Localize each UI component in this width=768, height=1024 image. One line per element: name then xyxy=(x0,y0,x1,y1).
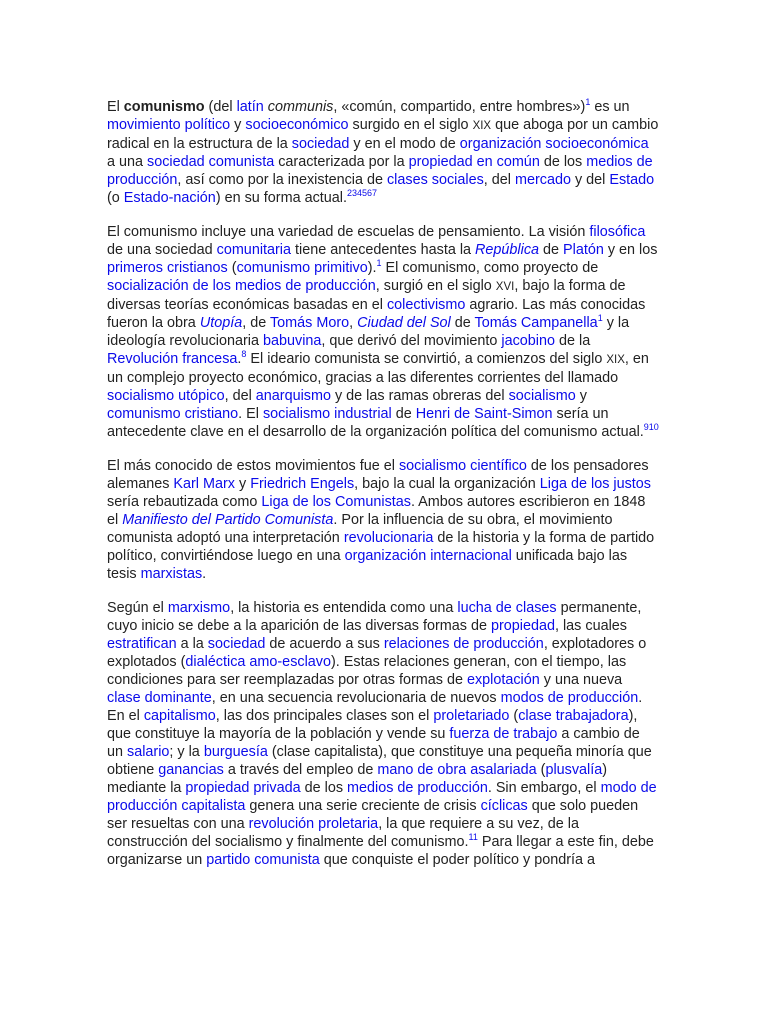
reference-link[interactable]: 11 xyxy=(468,832,478,843)
wiki-link[interactable]: modo de producción capitalista xyxy=(107,780,657,814)
wiki-link[interactable]: babuvina xyxy=(263,333,322,349)
text-run: y xyxy=(230,117,246,133)
wiki-link[interactable]: clase dominante xyxy=(107,690,212,706)
text-run: . xyxy=(202,566,207,582)
text-run: tiene antecedentes hasta la xyxy=(291,242,476,258)
text-run: , las cuales xyxy=(554,618,627,634)
text-run: agrario. Las más conocidas fueron la obra xyxy=(107,297,646,331)
wiki-link[interactable]: colectivismo xyxy=(386,297,466,313)
wiki-link[interactable]: burguesía xyxy=(203,744,268,760)
wiki-link[interactable]: estratifican xyxy=(107,636,177,652)
text-run: de acuerdo a sus xyxy=(265,636,384,652)
text-run: a una xyxy=(107,154,148,170)
reference-link[interactable]: 1 xyxy=(585,97,591,108)
italic-text: communis xyxy=(267,99,334,115)
wiki-link[interactable]: partido comunista xyxy=(206,852,320,868)
text-run: de xyxy=(539,242,564,258)
text-run: y xyxy=(575,388,587,404)
text-run: unificada bajo las tesis xyxy=(107,548,628,582)
text-run: permanente, cuyo inicio se debe a la aparición de las diversas formas de xyxy=(107,600,642,634)
text-run: , xyxy=(349,315,358,331)
text-run: ; y la xyxy=(169,744,204,760)
text-run: a la xyxy=(176,636,208,652)
wiki-link[interactable]: Henri de Saint-Simon xyxy=(415,406,553,422)
wiki-link[interactable]: revolucionaria xyxy=(343,530,434,546)
wiki-link[interactable]: anarquismo xyxy=(255,388,331,404)
text-run: (clase capitalista), que constituye una pequeña minoría que obtiene xyxy=(107,744,652,778)
wiki-link[interactable]: socialismo utópico xyxy=(107,388,225,404)
reference-link[interactable]: 1 xyxy=(597,313,603,324)
wiki-link[interactable]: Friedrich Engels xyxy=(250,476,355,492)
wiki-link[interactable]: Platón xyxy=(563,242,604,258)
bold-term: comunismo xyxy=(123,99,205,115)
text-run: , «común, compartido, entre hombres») xyxy=(333,99,586,115)
text-run: . Por la influencia de su obra, el movimiento comunista adoptó una interpretación xyxy=(107,512,613,546)
wiki-link[interactable]: socialismo industrial xyxy=(262,406,392,422)
wiki-link[interactable]: Liga de los justos xyxy=(539,476,651,492)
wiki-link[interactable]: sociedad comunista xyxy=(147,154,275,170)
text-run: ) mediante la xyxy=(107,762,608,796)
wiki-link[interactable]: plusvalía xyxy=(545,762,603,778)
wiki-link[interactable]: Tomás Moro xyxy=(269,315,350,331)
text-run: a través del empleo de xyxy=(223,762,378,778)
wiki-link[interactable]: explotación xyxy=(466,672,540,688)
reference-link[interactable]: 910 xyxy=(643,422,659,433)
reference-link[interactable]: 234567 xyxy=(347,188,378,199)
wiki-link[interactable]: cíclicas xyxy=(480,798,528,814)
wiki-link[interactable]: socialización de los medios de producción xyxy=(107,278,376,294)
text-run: de los pensadores alemanes xyxy=(107,458,649,492)
text-run: de xyxy=(450,315,475,331)
text-run: (o xyxy=(107,190,124,206)
wiki-link[interactable]: organización internacional xyxy=(344,548,512,564)
text-run: , del xyxy=(483,172,515,188)
text-run: y en los xyxy=(603,242,658,258)
wiki-link[interactable]: medios de producción xyxy=(107,154,653,188)
wiki-link[interactable]: marxismo xyxy=(167,600,231,616)
wiki-link[interactable]: mercado xyxy=(514,172,571,188)
text-run: , así como por la inexistencia de xyxy=(177,172,387,188)
text-run: de una sociedad xyxy=(107,242,217,258)
wiki-link[interactable]: marxistas xyxy=(140,566,203,582)
wiki-link[interactable]: comunitaria xyxy=(216,242,292,258)
text-run: y de las ramas obreras del xyxy=(330,388,509,404)
wiki-link[interactable]: primeros cristianos xyxy=(107,260,228,276)
text-run: , las dos principales clases son el xyxy=(215,708,434,724)
wiki-link[interactable]: movimiento político xyxy=(107,117,231,133)
text-run: , en un complejo proyecto económico, gracias a las diferentes corrientes del llamado xyxy=(107,351,649,386)
text-run: , la que requiere a su vez, de la construcción del socialismo y finalmente del comunismo. xyxy=(107,816,579,850)
century-numeral: XVI xyxy=(495,281,515,293)
paragraph xyxy=(107,457,659,583)
wiki-link[interactable]: relaciones de producción xyxy=(383,636,544,652)
wiki-link[interactable]: capitalismo xyxy=(143,708,216,724)
text-run: , la historia es entendida como una xyxy=(230,600,458,616)
text-run: que aboga por un cambio radical en la estructura de la xyxy=(107,117,659,152)
wiki-link[interactable]: socialismo científico xyxy=(398,458,527,474)
wiki-link[interactable]: clase trabajadora xyxy=(518,708,629,724)
wiki-link[interactable]: proletariado xyxy=(433,708,510,724)
text-run: , que derivó del movimiento xyxy=(321,333,502,349)
wiki-link[interactable]: organización socioeconómica xyxy=(459,136,649,152)
wiki-link[interactable]: latín xyxy=(236,99,264,115)
text-run: de la xyxy=(555,333,591,349)
text-run: El comunismo incluye una variedad de escuelas de pensamiento. La visión xyxy=(107,224,590,240)
text-run: . Ambos autores escribieron en 1848 el xyxy=(107,494,646,528)
wiki-link[interactable]: fuerza de trabajo xyxy=(449,726,558,742)
text-run: . El xyxy=(238,406,263,422)
wiki-link[interactable]: lucha de clases xyxy=(457,600,557,616)
wiki-link[interactable]: comunismo primitivo xyxy=(236,260,368,276)
wiki-link[interactable]: socialismo xyxy=(508,388,576,404)
text-run: , explotadores o explotados ( xyxy=(107,636,647,670)
century-numeral: XIX xyxy=(606,354,625,366)
text-run: , bajo la cual la organización xyxy=(354,476,540,492)
text-run: El ideario comunista se convirtió, a comienzos del siglo xyxy=(246,351,607,367)
text-run: y la ideología revolucionaria xyxy=(107,315,630,349)
paragraph xyxy=(107,98,659,207)
wiki-link[interactable]: mano de obra asalariada xyxy=(377,762,537,778)
wiki-link[interactable]: Ciudad del Sol xyxy=(357,315,451,331)
text-run: surgido en el siglo xyxy=(348,117,473,133)
text-run: ), que constituye la mayoría de la población y vende su xyxy=(107,708,638,742)
text-run: y una nueva xyxy=(539,672,623,688)
text-run: El xyxy=(107,99,124,115)
wiki-link[interactable]: socioeconómico xyxy=(245,117,349,133)
text-run: El comunismo, como proyecto de xyxy=(381,260,599,276)
wiki-link[interactable]: jacobino xyxy=(501,333,556,349)
text-run: , bajo la forma de diversas teorías económicas basadas en el xyxy=(107,278,626,313)
text-run: y xyxy=(234,476,251,492)
reference-link[interactable]: 8 xyxy=(241,349,247,360)
text-run: ). xyxy=(367,260,377,276)
wiki-link[interactable]: sociedad xyxy=(207,636,266,652)
text-run: , de xyxy=(242,315,270,331)
wiki-link[interactable]: medios de producción xyxy=(347,780,488,796)
wiki-link[interactable]: Tomás Campanella xyxy=(474,315,598,331)
wiki-link[interactable]: Estado xyxy=(609,172,655,188)
reference-link[interactable]: 1 xyxy=(376,258,382,269)
text-run: y en el modo de xyxy=(349,136,460,152)
wiki-link[interactable]: sociedad xyxy=(291,136,350,152)
wiki-link[interactable]: Karl Marx xyxy=(173,476,235,492)
wiki-link[interactable]: propiedad privada xyxy=(185,780,301,796)
wiki-link[interactable]: revolución proletaria xyxy=(248,816,379,832)
wiki-link[interactable]: ganancias xyxy=(158,762,224,778)
text-run: Según el xyxy=(107,600,168,616)
wiki-link[interactable]: Estado-nación xyxy=(123,190,216,206)
wiki-link[interactable]: salario xyxy=(127,744,170,760)
text-run: de xyxy=(391,406,416,422)
text-run: . Sin embargo, el xyxy=(487,780,601,796)
text-run: . En el xyxy=(107,690,643,724)
text-run: ( xyxy=(536,762,546,778)
text-run: es un xyxy=(590,99,630,115)
text-run: a cambio de un xyxy=(107,726,640,760)
text-run: . xyxy=(237,351,242,367)
text-run: Para llegar a este fin, debe organizarse un xyxy=(107,834,654,868)
text-run: , del xyxy=(224,388,256,404)
text-run: , en una secuencia revolucionaria de nuevos xyxy=(211,690,501,706)
text-run: ). Estas relaciones generan, con el tiempo, las condiciones para ser reemplazadas por otras formas de xyxy=(107,654,627,688)
text-run: genera una serie creciente de crisis xyxy=(245,798,481,814)
wiki-link[interactable]: propiedad en común xyxy=(408,154,540,170)
article-body xyxy=(107,98,659,869)
text-run: ( xyxy=(509,708,519,724)
text-run: sería un antecedente clave en el desarrollo de la organización política del comunismo actual. xyxy=(107,406,644,440)
text-run: que conquiste el poder político y pondría a xyxy=(319,852,596,868)
wiki-link[interactable]: Manifiesto del Partido Comunista xyxy=(122,512,334,528)
text-run: (del xyxy=(204,99,237,115)
text-run: y del xyxy=(570,172,610,188)
century-numeral: XIX xyxy=(472,120,492,132)
wiki-link[interactable]: Utopía xyxy=(199,315,243,331)
text-run: El más conocido de estos movimientos fue el xyxy=(107,458,399,474)
text-run: ( xyxy=(227,260,237,276)
wiki-link[interactable]: República xyxy=(475,242,540,258)
text-run: sería rebautizada como xyxy=(107,494,262,510)
wiki-link[interactable]: Liga de los Comunistas xyxy=(261,494,411,510)
wiki-link[interactable]: filosófica xyxy=(589,224,646,240)
wiki-link[interactable]: clases sociales xyxy=(386,172,484,188)
wiki-link[interactable]: propiedad xyxy=(490,618,555,634)
text-run: , surgió en el siglo xyxy=(375,278,496,294)
paragraph xyxy=(107,599,659,869)
wiki-link[interactable]: comunismo cristiano xyxy=(107,406,239,422)
text-run: de los xyxy=(300,780,348,796)
text-run: que solo pueden ser resueltas con una xyxy=(107,798,639,832)
wiki-link[interactable]: modos de producción xyxy=(500,690,639,706)
text-run: ) en su forma actual. xyxy=(215,190,347,206)
paragraph xyxy=(107,223,659,441)
text-run: de los xyxy=(539,154,587,170)
text-run: caracterizada por la xyxy=(274,154,409,170)
text-run: de la historia y la forma de partido político, convirtiéndose luego en una xyxy=(107,530,655,564)
wiki-link[interactable]: Revolución francesa xyxy=(107,351,238,367)
wiki-link[interactable]: dialéctica amo-esclavo xyxy=(185,654,331,670)
